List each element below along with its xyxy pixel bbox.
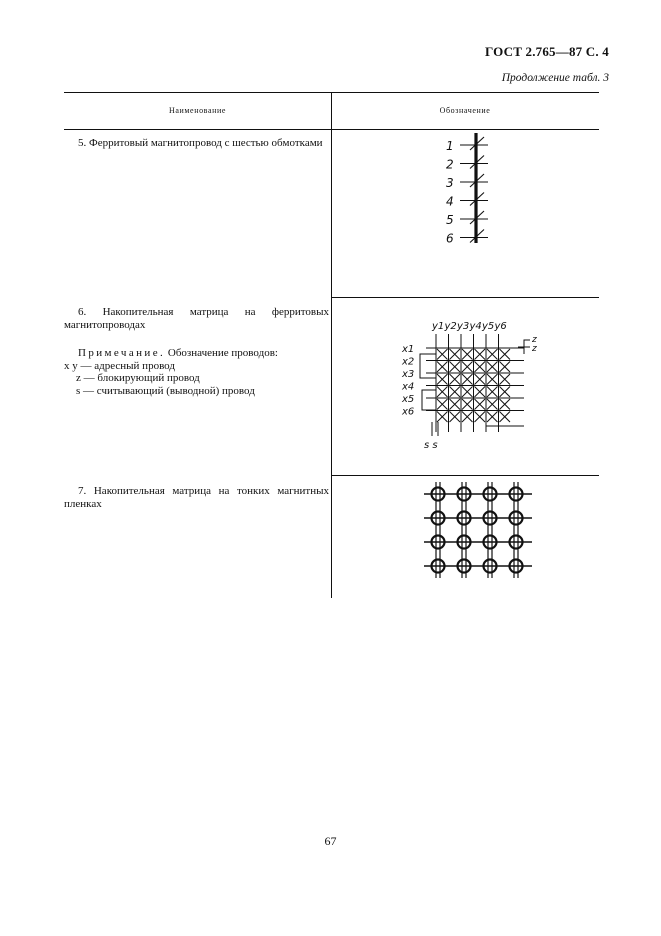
z-wire-label: z (532, 344, 537, 354)
y-wire-label: y5 (482, 321, 495, 332)
row-6-divider (331, 475, 599, 476)
y-wire-label: y4 (469, 321, 482, 332)
note-line-z: z — блокирующий провод (76, 372, 200, 384)
note-intro: Обозначение проводов: (167, 347, 278, 359)
x-wire-label: x3 (402, 369, 415, 380)
row-6-name: 6. Накопительная матрица на ферритовых магнитопроводах (64, 306, 329, 331)
table-continuation: Продолжение табл. 3 (501, 72, 609, 84)
row-7-name: 7. Накопительная матрица на тонких магнитных пленках (64, 485, 329, 510)
page-number: 67 (324, 834, 337, 848)
winding-label: 2 (446, 157, 454, 172)
column-header-symbol: Обозначение (439, 106, 491, 115)
x-wire-label: x4 (402, 381, 415, 393)
winding-label: 6 (446, 231, 454, 245)
column-divider (331, 92, 332, 598)
winding-label: 3 (446, 176, 454, 190)
row-5-divider (331, 297, 599, 298)
ferrite-storage-matrix-symbol (398, 314, 548, 456)
x-wire-label: x5 (402, 394, 415, 405)
x-wire-label: x2 (402, 356, 415, 368)
thin-film-storage-matrix-symbol (424, 480, 534, 580)
ferrite-core-six-windings-symbol (440, 133, 500, 245)
standard-header: ГОСТ 2.765—87 С. 4 (484, 44, 609, 59)
note-line-xy: x y — адресный провод (64, 359, 175, 372)
x-wire-label: x6 (402, 406, 415, 418)
winding-label: 5 (446, 213, 454, 227)
note-title: Примечание. (78, 347, 166, 359)
y-wire-label: y3 (457, 321, 470, 332)
s-wire-loop (422, 390, 436, 410)
y-wire-label: y6 (494, 321, 507, 332)
x-wire-label: x1 (402, 344, 415, 355)
row-5-name: 5. Ферритовый магнитопровод с шестью обмотками (78, 137, 323, 149)
s-wire-loop (420, 354, 436, 378)
column-header-name: Наименование (168, 106, 227, 115)
winding-label: 4 (446, 194, 454, 209)
s-wire-return (486, 422, 524, 426)
row-6-note (64, 347, 329, 397)
winding-label: 1 (446, 139, 454, 153)
s-wire-label: s s (424, 440, 438, 451)
y-wire-label: y2 (444, 321, 457, 332)
note-line-s: s — считывающий (выводной) провод (76, 384, 255, 397)
y-wire-label: y1 (432, 321, 445, 332)
z-wire-label: z (532, 335, 537, 345)
